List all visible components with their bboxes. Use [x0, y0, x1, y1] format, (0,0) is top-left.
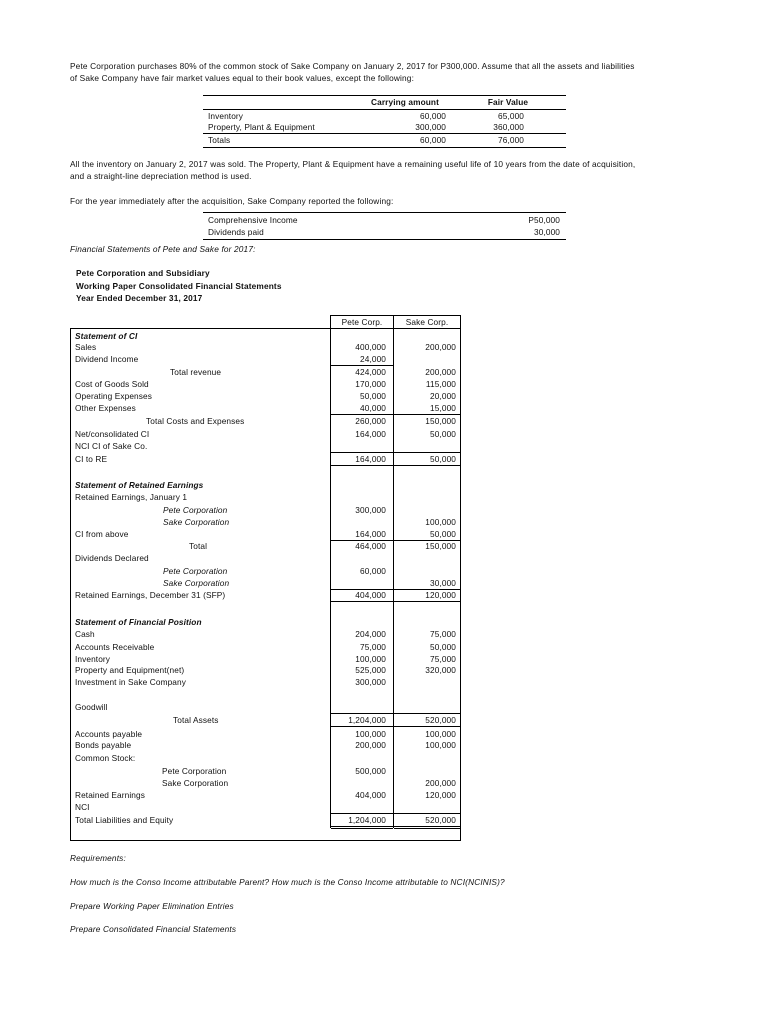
row-label: Investment in Sake Company — [75, 677, 186, 687]
row-label: Sake Corporation — [163, 517, 230, 527]
col-pete-header: Pete Corp. — [341, 317, 383, 327]
pete-value: 200,000 — [355, 740, 386, 750]
requirement-item: Prepare Working Paper Elimination Entries — [70, 901, 234, 911]
sake-value: 100,000 — [425, 729, 456, 739]
sake-value: 20,000 — [430, 391, 456, 401]
sake-row-value: 30,000 — [534, 227, 560, 237]
row-label: Total Assets — [173, 715, 219, 725]
sake-value: 520,000 — [425, 815, 456, 825]
row-label: Retained Earnings — [75, 790, 145, 800]
row-label: Total Costs and Expenses — [146, 416, 245, 426]
row-label: Total Liabilities and Equity — [75, 815, 174, 825]
pete-value: 24,000 — [360, 354, 386, 364]
row-label: Goodwill — [75, 702, 108, 712]
pete-value: 404,000 — [355, 590, 386, 600]
row-label: Accounts Receivable — [75, 642, 155, 652]
sake-value: 120,000 — [425, 790, 456, 800]
sake-value: 115,000 — [425, 379, 456, 389]
pete-value: 500,000 — [355, 766, 386, 776]
pete-value: 100,000 — [355, 654, 386, 664]
row-label: Total — [189, 541, 208, 551]
row-label: NCI CI of Sake Co. — [75, 441, 148, 451]
col-sake-header: Sake Corp. — [405, 317, 449, 327]
row-label: Operating Expenses — [75, 391, 152, 401]
pete-value: 260,000 — [355, 416, 386, 426]
sake-row-label: Comprehensive Income — [208, 215, 298, 225]
pete-value: 75,000 — [360, 642, 386, 652]
intro-line-1: Pete Corporation purchases 80% of the common stock of Sake Company on January 2, 2017 for P300,000. Assume that all the assets and liabilities — [70, 61, 635, 71]
ws-title-2: Working Paper Consolidated Financial Statements — [76, 281, 282, 291]
row-label: Net/consolidated CI — [75, 429, 150, 439]
sake-value: 50,000 — [430, 529, 456, 539]
sake-value: 320,000 — [425, 665, 456, 675]
sake-value: 100,000 — [425, 517, 456, 527]
pete-value: 204,000 — [355, 629, 386, 639]
sake-value: 200,000 — [425, 778, 456, 788]
row-label: Cost of Goods Sold — [75, 379, 149, 389]
row-label: Sake Corporation — [162, 778, 229, 788]
pete-value: 170,000 — [355, 379, 386, 389]
row-label: NCI — [75, 802, 90, 812]
row-label: Dividend Income — [75, 354, 139, 364]
sake-value: 520,000 — [425, 715, 456, 725]
pete-value: 60,000 — [360, 566, 386, 576]
sake-value: 75,000 — [430, 654, 456, 664]
sake-value: 50,000 — [430, 454, 456, 464]
fv-row-carrying: 60,000 — [420, 135, 446, 145]
sake-row-label: Dividends paid — [208, 227, 264, 237]
sake-value: 15,000 — [430, 403, 456, 413]
row-label: Pete Corporation — [163, 566, 228, 576]
row-label: CI to RE — [75, 454, 108, 464]
row-label: Common Stock: — [75, 753, 136, 763]
para3: For the year immediately after the acquisition, Sake Company reported the following: — [70, 196, 394, 206]
pete-value: 404,000 — [355, 790, 386, 800]
pete-value: 464,000 — [355, 541, 386, 551]
row-label: Retained Earnings, January 1 — [75, 492, 188, 502]
sake-value: 75,000 — [430, 629, 456, 639]
fv-row-carrying: 60,000 — [420, 111, 446, 121]
row-label: CI from above — [75, 529, 129, 539]
pete-value: 1,204,000 — [348, 715, 386, 725]
pete-value: 100,000 — [355, 729, 386, 739]
pete-value: 424,000 — [355, 367, 386, 377]
ws-title-3: Year Ended December 31, 2017 — [76, 293, 203, 303]
re-heading: Statement of Retained Earnings — [75, 480, 204, 490]
ci-heading: Statement of CI — [75, 331, 138, 341]
row-label: Sales — [75, 342, 97, 352]
pete-value: 1,204,000 — [348, 815, 386, 825]
para2-line-1: All the inventory on January 2, 2017 was sold. The Property, Plant & Equipment have a remaining useful life of 10 years from the date of acquisition, — [70, 159, 636, 169]
pete-value: 40,000 — [360, 403, 386, 413]
row-label: Sake Corporation — [163, 578, 230, 588]
fv-row-fair: 76,000 — [498, 135, 524, 145]
sake-value: 30,000 — [430, 578, 456, 588]
row-label: Property and Equipment(net) — [75, 665, 185, 675]
fv-row-carrying: 300,000 — [415, 122, 446, 132]
requirement-item: Prepare Consolidated Financial Statements — [70, 924, 237, 934]
row-label: Inventory — [75, 654, 111, 664]
pete-value: 400,000 — [355, 342, 386, 352]
pete-value: 300,000 — [355, 677, 386, 687]
sake-row-value: P50,000 — [528, 215, 560, 225]
intro-line-2: of Sake Company have fair market values equal to their book values, except the following: — [70, 73, 415, 83]
fv-row-fair: 65,000 — [498, 111, 524, 121]
para2-line-2: and a straight-line depreciation method is used. — [70, 171, 252, 181]
fv-row-label: Totals — [208, 135, 231, 145]
row-label: Total revenue — [170, 367, 222, 377]
row-label: Retained Earnings, December 31 (SFP) — [75, 590, 226, 600]
pete-value: 164,000 — [355, 529, 386, 539]
row-label: Pete Corporation — [162, 766, 227, 776]
col-fair-header: Fair Value — [487, 97, 529, 107]
sake-value: 150,000 — [425, 541, 456, 551]
col-carrying-header: Carrying amount — [371, 97, 439, 107]
sake-value: 150,000 — [425, 416, 456, 426]
sake-value: 120,000 — [425, 590, 456, 600]
sake-value: 50,000 — [430, 642, 456, 652]
row-label: Other Expenses — [75, 403, 136, 413]
fs-caption: Financial Statements of Pete and Sake for 2017: — [70, 244, 256, 254]
fv-row-label: Property, Plant & Equipment — [208, 122, 315, 132]
row-label: Bonds payable — [75, 740, 132, 750]
pete-value: 50,000 — [360, 391, 386, 401]
requirements-heading: Requirements: — [70, 853, 126, 863]
fv-row-fair: 360,000 — [493, 122, 524, 132]
row-label: Pete Corporation — [163, 505, 228, 515]
row-label: Accounts payable — [75, 729, 143, 739]
fv-row-label: Inventory — [208, 111, 244, 121]
row-label: Dividends Declared — [75, 553, 149, 563]
pete-value: 525,000 — [355, 665, 386, 675]
pete-value: 164,000 — [355, 429, 386, 439]
pete-value: 164,000 — [355, 454, 386, 464]
pete-value: 300,000 — [355, 505, 386, 515]
sake-value: 100,000 — [425, 740, 456, 750]
sake-value: 50,000 — [430, 429, 456, 439]
row-label: Cash — [75, 629, 95, 639]
fp-heading: Statement of Financial Position — [75, 617, 202, 627]
ws-title-1: Pete Corporation and Subsidiary — [76, 268, 210, 278]
sake-value: 200,000 — [425, 367, 456, 377]
sake-value: 200,000 — [425, 342, 456, 352]
requirement-item: How much is the Conso Income attributable Parent? How much is the Conso Income attributable to NCI(NCINIS)? — [70, 877, 505, 887]
